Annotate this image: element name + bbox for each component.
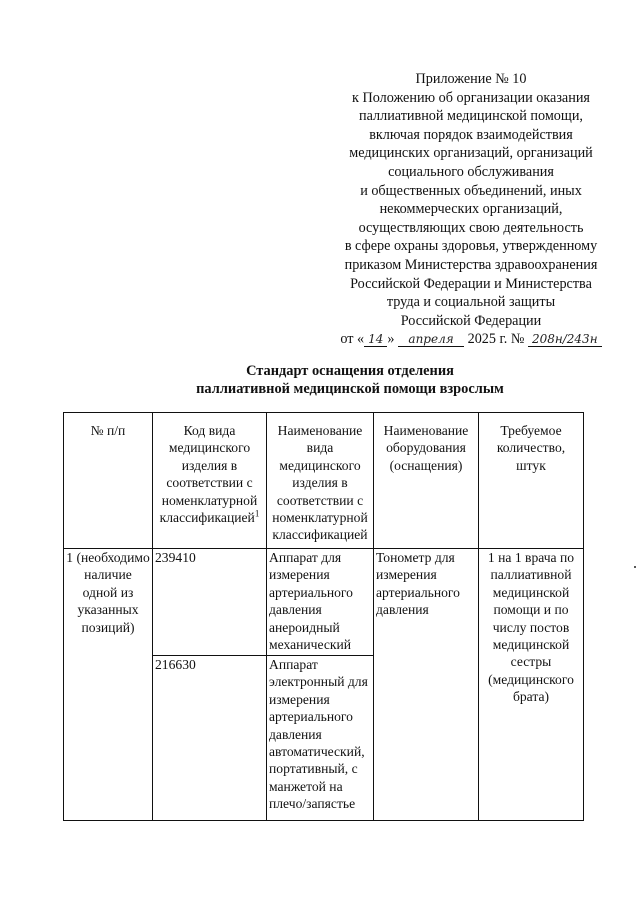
date-month: апреля bbox=[398, 332, 464, 347]
date-prefix: от « bbox=[340, 331, 365, 348]
date-year: 2025 г. № bbox=[467, 331, 525, 348]
title-line-2: паллиативной медицинской помощи взрослым bbox=[196, 381, 504, 397]
appendix-line: осуществляющих свою деятельность bbox=[358, 219, 584, 236]
appendix-line: приказом Министерства здравоохранения bbox=[344, 256, 598, 273]
device-code-cell: 216630 bbox=[153, 656, 267, 821]
device-name-cell: Аппарат электронный для измерения артериального давления автоматический, портативный, с манжетой на плечо/запястье bbox=[267, 656, 374, 821]
row-number-cell: 1 (необходимо наличие одной из указанных позиций) bbox=[64, 549, 153, 821]
table-row bbox=[64, 549, 584, 656]
appendix-line: и общественных объединений, иных bbox=[360, 182, 582, 199]
appendix-line: Российской Федерации bbox=[400, 312, 542, 329]
date-day: 14 bbox=[364, 332, 387, 347]
appendix-line: труда и социальной защиты bbox=[386, 294, 556, 311]
appendix-line: некоммерческих организаций, bbox=[379, 201, 563, 218]
scan-artifact bbox=[634, 566, 636, 568]
equipment-standard-table bbox=[63, 412, 584, 821]
appendix-line: Приложение № 10 bbox=[415, 71, 527, 87]
header-number: № п/п bbox=[64, 413, 153, 549]
footnote-marker: 1 bbox=[254, 508, 260, 519]
appendix-line: социального обслуживания bbox=[388, 163, 554, 180]
table-header-row bbox=[64, 413, 584, 549]
date-mid: » bbox=[387, 331, 395, 348]
document-title bbox=[150, 362, 550, 398]
header-quantity: Требуемое количество, штук bbox=[479, 413, 584, 549]
header-device-name: Наименование вида медицинского изделия в соответствии с номенклатурной классификацией bbox=[267, 413, 374, 549]
order-number: 208н/243н bbox=[528, 332, 602, 347]
device-code-cell: 239410 bbox=[153, 549, 267, 656]
appendix-line: в сфере охраны здоровья, утвержденному bbox=[344, 238, 598, 255]
quantity-cell: 1 на 1 врача по паллиативной медицинской помощи и по числу постов медицинской сестры (медицинского брата) bbox=[479, 549, 584, 821]
appendix-line: к Положению об организации оказания bbox=[352, 89, 590, 106]
appendix-line: включая порядок взаимодействия bbox=[369, 126, 573, 143]
appendix-line: паллиативной медицинской помощи, bbox=[359, 108, 583, 125]
appendix-line: медицинских организаций, организаций bbox=[349, 145, 593, 162]
appendix-line: Российской Федерации и Министерства bbox=[350, 275, 592, 292]
header-device-code bbox=[153, 413, 267, 549]
title-line-1: Стандарт оснащения отделения bbox=[246, 363, 454, 379]
appendix-header bbox=[326, 70, 616, 349]
order-date-line bbox=[326, 330, 616, 349]
equipment-name-cell: Тонометр для измерения артериального давления bbox=[374, 549, 479, 821]
device-name-cell: Аппарат для измерения артериального давления анероидный механический bbox=[267, 549, 374, 656]
header-device-code-text: Код вида медицинского изделия в соответствии с номенклатурной классификацией bbox=[159, 423, 258, 526]
header-equipment-name: Наименование оборудования (оснащения) bbox=[374, 413, 479, 549]
